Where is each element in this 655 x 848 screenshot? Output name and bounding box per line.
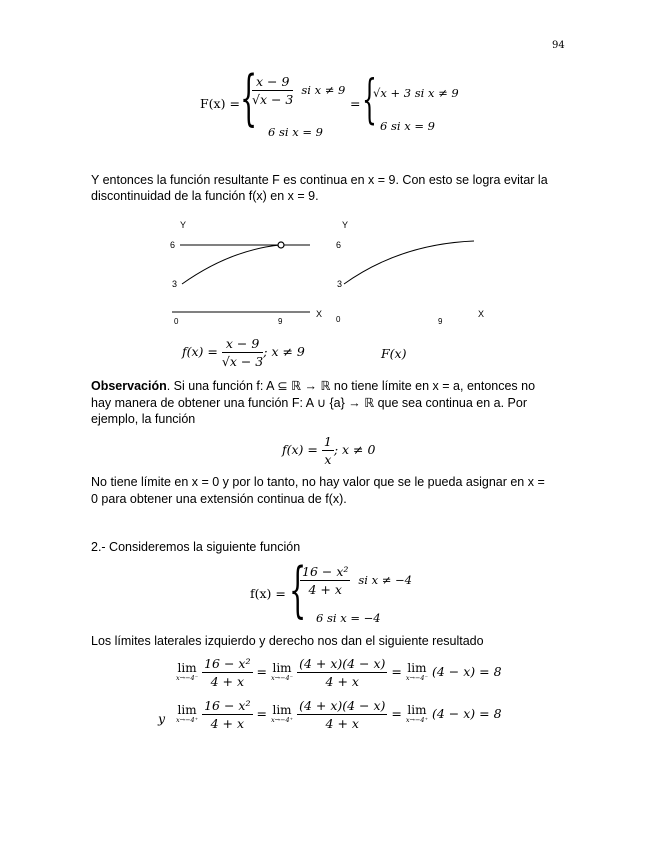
eq1-case1-numerator: x − 9 — [252, 74, 293, 91]
page-number: 94 — [552, 40, 565, 51]
observation-text-1: . Si una función f: A ⊆ ℝ → ℝ no tiene límite en x = a, entonces no — [166, 379, 536, 393]
right-brace: { — [362, 70, 377, 130]
eq1-right-case2: 6 si x = 9 — [380, 119, 435, 133]
lim-left-operator-3: lim — [407, 660, 427, 675]
lim-left-f1-numerator: 16 − x² — [204, 656, 251, 671]
left-x-label: X — [316, 309, 323, 319]
right-tick-0: 0 — [336, 315, 341, 324]
graph-right — [336, 220, 484, 326]
caption-condition: ; x ≠ 9 — [263, 344, 305, 359]
left-brace: { — [240, 63, 258, 133]
eq3-lhs: f(x) = — [250, 586, 286, 601]
lim-left-operator-2: lim — [272, 660, 292, 675]
eq1-case1-condition: si x ≠ 9 — [301, 83, 346, 97]
right-curve — [344, 241, 474, 284]
eq1-case1-denominator: √x − 3 — [252, 92, 294, 107]
left-y-label: Y — [180, 220, 187, 230]
example-2-title: 2.- Consideremos la siguiente función — [91, 540, 301, 554]
lim-right-subscript: x→−4⁺ — [176, 715, 199, 724]
right-tick-6: 6 — [336, 240, 342, 250]
left-tick-3: 3 — [172, 279, 178, 289]
lim-right-result: (4 − x) = 8 — [431, 706, 502, 721]
right-x-label: X — [478, 309, 485, 319]
limit-right — [176, 698, 502, 731]
eq1-equals: = — [350, 96, 361, 111]
lim-left-subscript-3: x→−4⁻ — [405, 673, 428, 682]
eq3-case2: 6 si x = −4 — [316, 611, 381, 625]
graphs — [160, 214, 500, 326]
eq3-case1-condition: si x ≠ −4 — [358, 573, 412, 587]
lim-left-equals-2: = — [391, 664, 402, 679]
lim-right-operator: lim — [177, 702, 197, 717]
observation-label: Observación — [91, 379, 167, 393]
eq1-lhs: F(x) = — [200, 96, 240, 111]
eq3-brace: { — [289, 555, 307, 625]
lim-left-result: (4 − x) = 8 — [431, 664, 502, 679]
left-tick-6: 6 — [170, 240, 176, 250]
left-hole-point — [278, 242, 284, 248]
lim-left-subscript: x→−4⁻ — [176, 673, 199, 682]
eq1-case2: 6 si x = 9 — [268, 125, 323, 139]
limit-right-prefix: y — [158, 711, 166, 726]
lim-right-f2-denominator: 4 + x — [325, 716, 359, 731]
limit-left — [176, 656, 502, 689]
lim-right-f1-numerator: 16 − x² — [204, 698, 251, 713]
lim-left-f1-denominator: 4 + x — [210, 674, 245, 689]
lim-right-f2-numerator: (4 + x)(4 − x) — [299, 698, 386, 713]
graph-left-caption — [182, 336, 305, 369]
observation-line3: ejemplo, la función — [91, 412, 196, 426]
left-tick-9: 9 — [278, 317, 283, 326]
caption-denominator: √x − 3 — [221, 354, 264, 369]
lim-left-operator: lim — [177, 660, 197, 675]
right-tick-9: 9 — [438, 317, 443, 326]
right-y-label: Y — [342, 220, 349, 230]
eq2-lhs: f(x) = — [282, 442, 318, 457]
right-tick-3: 3 — [337, 279, 343, 289]
observation-line1 — [91, 378, 535, 394]
paragraph-continuity: Y entonces la función resultante F es continua en x = 9. Con esto se logra evitar la discontinuidad de la función f(x) en x = 9. — [91, 173, 548, 203]
observation-line2: hay manera de obtener una función F: A ∪ {a} → ℝ que sea continua en a. Por — [91, 396, 528, 410]
lim-left-subscript-2: x→−4⁻ — [270, 673, 294, 682]
lim-left-equals-1: = — [256, 664, 267, 679]
eq1-case1 — [252, 74, 345, 107]
eq2-condition: ; x ≠ 0 — [333, 442, 376, 457]
lim-left-f2-denominator: 4 + x — [325, 674, 359, 689]
lim-right-operator-3: lim — [407, 702, 427, 717]
lim-right-subscript-2: x→−4⁺ — [270, 715, 294, 724]
eq2-numerator: 1 — [323, 434, 332, 449]
paragraph-no-limit-1: No tiene límite en x = 0 y por lo tanto, no hay valor que se le pueda asignar en x = — [91, 475, 545, 489]
equation-one-over-x — [282, 434, 375, 467]
graph-right-caption: F(x) — [381, 346, 407, 361]
eq2-denominator: x — [324, 452, 332, 467]
caption-numerator: x − 9 — [222, 336, 263, 353]
left-tick-0: 0 — [174, 317, 179, 326]
paragraph-lateral-limits: Los límites laterales izquierdo y derecho nos dan el siguiente resultado — [91, 634, 484, 648]
lim-left-f2-numerator: (4 + x)(4 − x) — [299, 656, 386, 671]
eq3-case1-denominator: 4 + x — [308, 582, 342, 597]
left-curve — [182, 245, 280, 284]
lim-right-subscript-3: x→−4⁺ — [405, 715, 428, 724]
eq1-right-case1: √x + 3 si x ≠ 9 — [373, 86, 459, 100]
lim-right-operator-2: lim — [272, 702, 292, 717]
lim-right-f1-denominator: 4 + x — [210, 716, 245, 731]
graph-left — [170, 220, 322, 326]
paragraph-no-limit-2: 0 para obtener una extensión continua de f(x). — [91, 492, 347, 506]
eq3-case1 — [300, 564, 412, 597]
caption-lhs: f(x) = — [182, 344, 218, 359]
lim-right-equals-2: = — [391, 706, 402, 721]
eq3-case1-numerator: 16 − x² — [302, 564, 349, 579]
lim-right-equals-1: = — [256, 706, 267, 721]
